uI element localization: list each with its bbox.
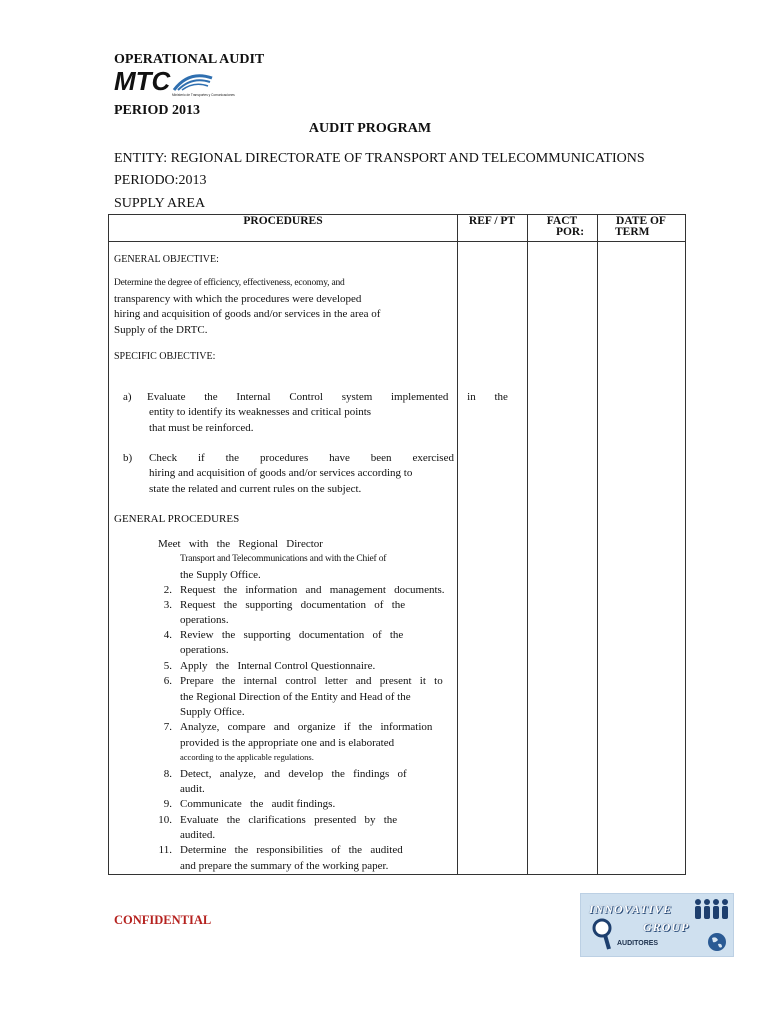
word: Check xyxy=(149,452,178,464)
word: been xyxy=(370,452,392,464)
procedure-5-line1: Apply the Internal Control Questionnaire. xyxy=(180,660,376,672)
procedure-7-line2: provided is the appropriate one and is elaborated xyxy=(180,737,395,749)
word: procedures xyxy=(259,452,309,464)
globe-icon xyxy=(707,932,727,952)
specific-b-line1 xyxy=(149,451,454,466)
word: implemented xyxy=(391,391,449,403)
procedure-2-line1: Request the information and management documents. xyxy=(180,584,445,596)
program-heading: AUDIT PROGRAM xyxy=(308,121,432,136)
procedure-7-line3: according to the applicable regulations. xyxy=(180,752,314,762)
mtc-logo-subtext: Ministerio de Transportes y Comunicaciones xyxy=(172,93,235,97)
specific-objective-label: SPECIFIC OBJECTIVE: xyxy=(114,351,216,362)
header-divider xyxy=(109,241,685,242)
procedure-6-line1: Prepare the internal control letter and present it to xyxy=(180,675,443,687)
word: the xyxy=(204,391,218,403)
word: system xyxy=(341,391,373,403)
specific-a-marker: a) xyxy=(123,391,132,403)
specific-b-line2: hiring and acquisition of goods and/or services according to xyxy=(149,467,413,479)
column-divider xyxy=(597,215,598,874)
procedure-8-line2: audit. xyxy=(180,783,205,795)
procedure-6-line2: the Regional Direction of the Entity and Head of the xyxy=(180,691,411,703)
procedure-8-number: 8. xyxy=(163,768,172,780)
procedure-3-line2: operations. xyxy=(180,614,229,626)
general-objective-line: Determine the degree of efficiency, effectiveness, economy, and xyxy=(114,278,345,288)
col-header-fact-line2: POR: xyxy=(555,226,585,238)
procedure-6-line3: Supply Office. xyxy=(180,706,245,718)
procedure-10-line2: audited. xyxy=(180,829,216,841)
procedure-4-line2: operations. xyxy=(180,644,229,656)
badge-line1: INNOVATIVE xyxy=(589,902,673,916)
people-icon xyxy=(693,898,731,920)
specific-a-line3: that must be reinforced. xyxy=(149,422,254,434)
procedure-3-line1: Request the supporting documentation of the xyxy=(180,599,406,611)
specific-a-line1 xyxy=(147,390,508,405)
specific-b-line3: state the related and current rules on the subject. xyxy=(149,483,362,495)
procedure-1-line1: Meet with the Regional Director xyxy=(158,538,323,550)
procedure-3-number: 3. xyxy=(163,599,172,611)
procedure-4-number: 4. xyxy=(163,629,172,641)
procedure-4-line1: Review the supporting documentation of the xyxy=(180,629,404,641)
word: have xyxy=(329,452,350,464)
word: the xyxy=(494,391,508,403)
period-heading: PERIOD 2013 xyxy=(114,103,200,118)
procedure-2-number: 2. xyxy=(163,584,172,596)
mtc-logo-text: MTC xyxy=(114,66,171,96)
procedure-10-line1: Evaluate the clarifications presented by the xyxy=(180,814,398,826)
procedure-11-line2: and prepare the summary of the working paper. xyxy=(180,860,389,872)
general-procedures-label: GENERAL PROCEDURES xyxy=(114,513,240,525)
audit-program-table xyxy=(108,214,686,875)
col-header-ref-pt: REF / PT xyxy=(468,215,516,227)
specific-a-line2: entity to identify its weaknesses and critical points xyxy=(149,406,372,418)
word: exercised xyxy=(412,452,454,464)
word: if xyxy=(198,452,205,464)
procedure-10-number: 10. xyxy=(158,814,172,826)
procedure-6-number: 6. xyxy=(163,675,172,687)
area-line: SUPPLY AREA xyxy=(114,196,206,211)
procedure-9-number: 9. xyxy=(163,798,172,810)
procedure-5-number: 5. xyxy=(163,660,172,672)
word: Internal xyxy=(236,391,271,403)
specific-b-marker: b) xyxy=(123,452,133,464)
col-header-fact-line1: FACT xyxy=(546,215,578,227)
periodo-line: PERIODO:2013 xyxy=(114,173,207,188)
procedure-11-number: 11. xyxy=(158,844,172,856)
general-objective-label: GENERAL OBJECTIVE: xyxy=(114,254,219,265)
column-divider xyxy=(457,215,458,874)
col-header-date xyxy=(597,216,685,238)
mtc-logo-graphic xyxy=(114,66,235,100)
procedure-11-line1: Determine the responsibilities of the audited xyxy=(180,844,403,856)
confidential-label: CONFIDENTIAL xyxy=(114,913,212,927)
procedure-8-line1: Detect, analyze, and develop the findings of xyxy=(180,768,407,780)
procedure-1-line2: Transport and Telecommunications and with the Chief of xyxy=(180,554,387,564)
word: Evaluate xyxy=(147,391,186,403)
col-header-date-line2: TERM xyxy=(615,226,650,238)
column-divider xyxy=(527,215,528,874)
procedure-1-line3: the Supply Office. xyxy=(180,569,261,581)
general-objective-line: hiring and acquisition of goods and/or services in the area of xyxy=(114,308,381,320)
procedure-7-number: 7. xyxy=(163,721,172,733)
word: in xyxy=(467,391,476,403)
word: Control xyxy=(289,391,323,403)
word: the xyxy=(225,452,240,464)
col-header-date-line1: DATE OF xyxy=(616,215,666,227)
col-header-fact xyxy=(527,216,597,238)
general-objective-line: transparency with which the procedures were developed xyxy=(114,293,362,305)
procedure-9-line1: Communicate the audit findings. xyxy=(180,798,336,810)
badge-line3: AUDITORES xyxy=(617,940,659,947)
magnifier-icon xyxy=(591,918,617,952)
mtc-logo xyxy=(114,66,235,100)
badge-line2: GROUP xyxy=(643,920,690,934)
procedure-7-line1: Analyze, compare and organize if the information xyxy=(180,721,433,733)
entity-line: ENTITY: REGIONAL DIRECTORATE OF TRANSPORT AND TELECOMMUNICATIONS xyxy=(114,151,645,166)
innovative-group-logo xyxy=(580,893,734,957)
document-title: OPERATIONAL AUDIT xyxy=(114,52,265,67)
general-objective-line: Supply of the DRTC. xyxy=(114,324,208,336)
col-header-procedures: PROCEDURES xyxy=(243,215,323,227)
